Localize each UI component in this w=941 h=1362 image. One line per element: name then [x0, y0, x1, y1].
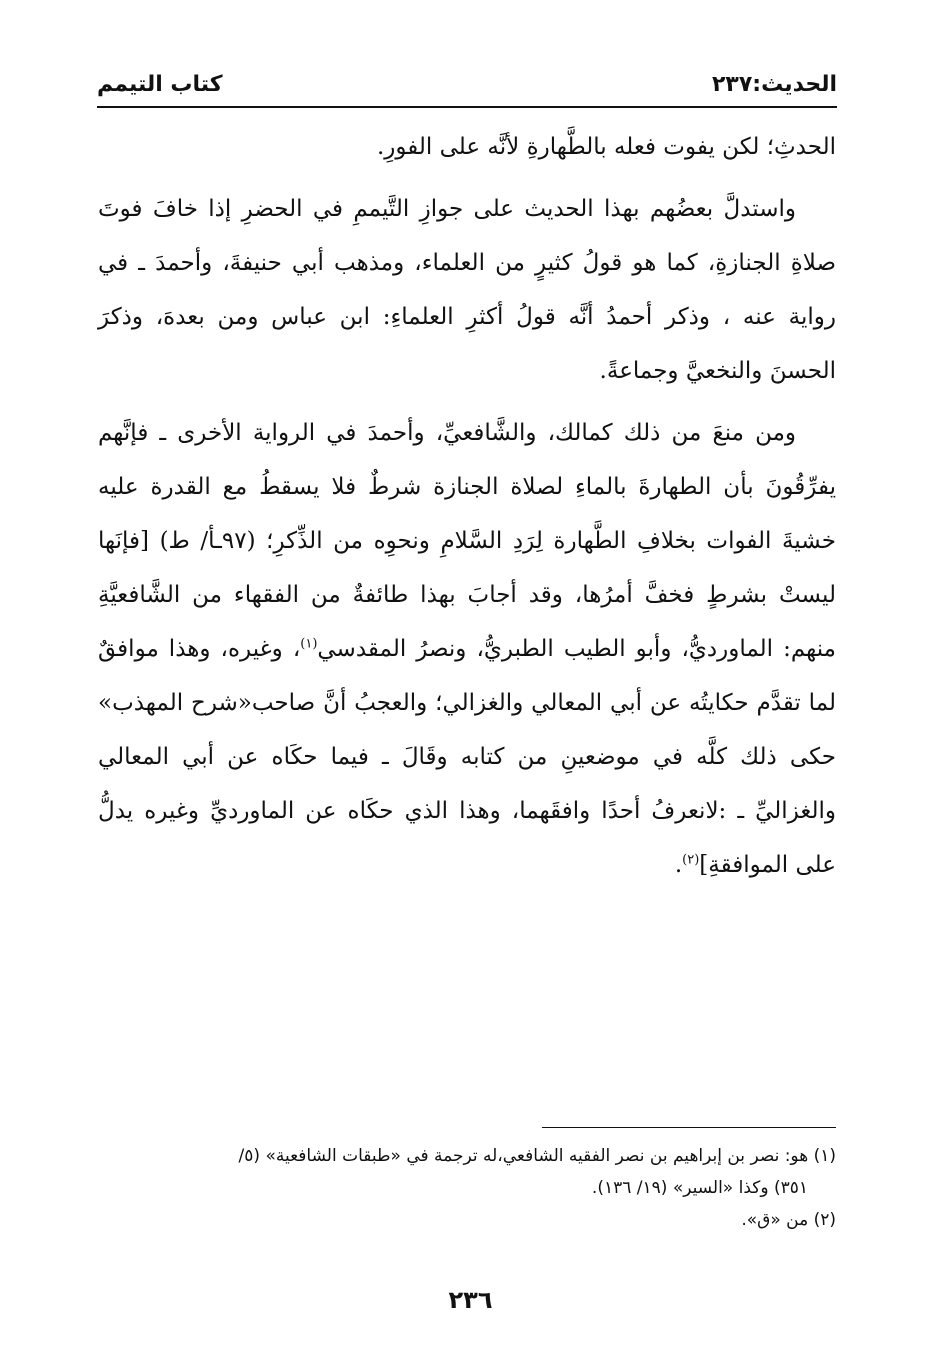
paragraph-3-part-a: ومن منعَ من ذلك كمالك، والشَّافعيِّ، وأحمدَ في الرواية الأخرى ـ فإنَّهم يفرِّقُونَ بأن الطهارةَ بالماءِ لصلاة الجنازة شرطٌ فلا يسقطُ مع القدرة عليه خشيةَ الفوات بخلافِ الطَّهارة لِرَدِ السَّلامِ ونحوِه من الذِّكرِ؛ (٩٧ـأ/ ط) [فإنَها ليستْ بشرطٍ فخفَّ أمرُها، وقد أجابَ بهذا طائفةٌ من الفقهاء من الشَّافعيَّةِ منهم: الماورديُّ، وأبو الطيب الطبريُّ، ونصرُ المقدسي	[98, 420, 837, 662]
paragraph-3-part-b: ، وغيره، وهذا موافقٌ لما تقدَّم حكايتُه عن أبي المعالي والغزالي؛ والعجبُ أنَّ صاحب«شرح المهذب» حكى ذلك كلَّه في موضعينِ من كتابه وقَالَ ـ فيما حكَاه عن أبي المعالي والغزاليِّ ـ :لانعرفُ أحدًا وافقَهما، وهذا الذي حكَاه عن الماورديِّ وغيره يدلُّ على الموافقةِ]	[98, 636, 836, 878]
paragraph-2: واستدلَّ بعضُهم بهذا الحديث على جوازِ التَّيممِ في الحضرِ إذا خافَ فوتَ صلاةِ الجنازةِ، كما هو قولُ كثيرٍ من العلماء، ومذهب أبي حنيفةَ، وأحمدَ ـ في رواية عنه ، وذكر أحمدُ أنَّه قولُ أكثرِ العلماءِ: ابن عباس ومن بعدهَ، وذكرَ الحسنَ والنخعيَّ وجماعةً.	[98, 196, 836, 384]
paragraph-3	[98, 406, 836, 892]
header-hadith-number: الحديث:٢٣٧	[711, 71, 837, 97]
main-text	[98, 120, 836, 900]
footnote-2: (٢) من «ق».	[741, 1210, 836, 1230]
paragraph-1: الحدثِ؛ لكن يفوت فعله بالطَّهارةِ لأنَّه على الفورِ.	[376, 134, 836, 160]
footnote-1-line-2: ٣٥١) وكذا «السير» (١٩/ ١٣٦).	[591, 1178, 808, 1198]
footnote-1-line-1: (١) هو: نصر بن إبراهيم بن نصر الفقيه الشافعي،له ترجمة في «طبقات الشافعية» (٥/	[238, 1146, 836, 1166]
footnote-ref-2[interactable]: (٢)	[682, 852, 700, 868]
footnotes	[98, 1140, 836, 1236]
footnote-divider	[542, 1127, 836, 1128]
page-number: ٢٣٦	[448, 1286, 493, 1314]
header-divider	[97, 106, 837, 108]
paragraph-3-end: .	[674, 852, 683, 878]
header-book-title: كتاب التيمم	[97, 71, 223, 97]
running-header	[97, 66, 837, 102]
footnote-ref-1[interactable]: (١)	[300, 636, 318, 652]
